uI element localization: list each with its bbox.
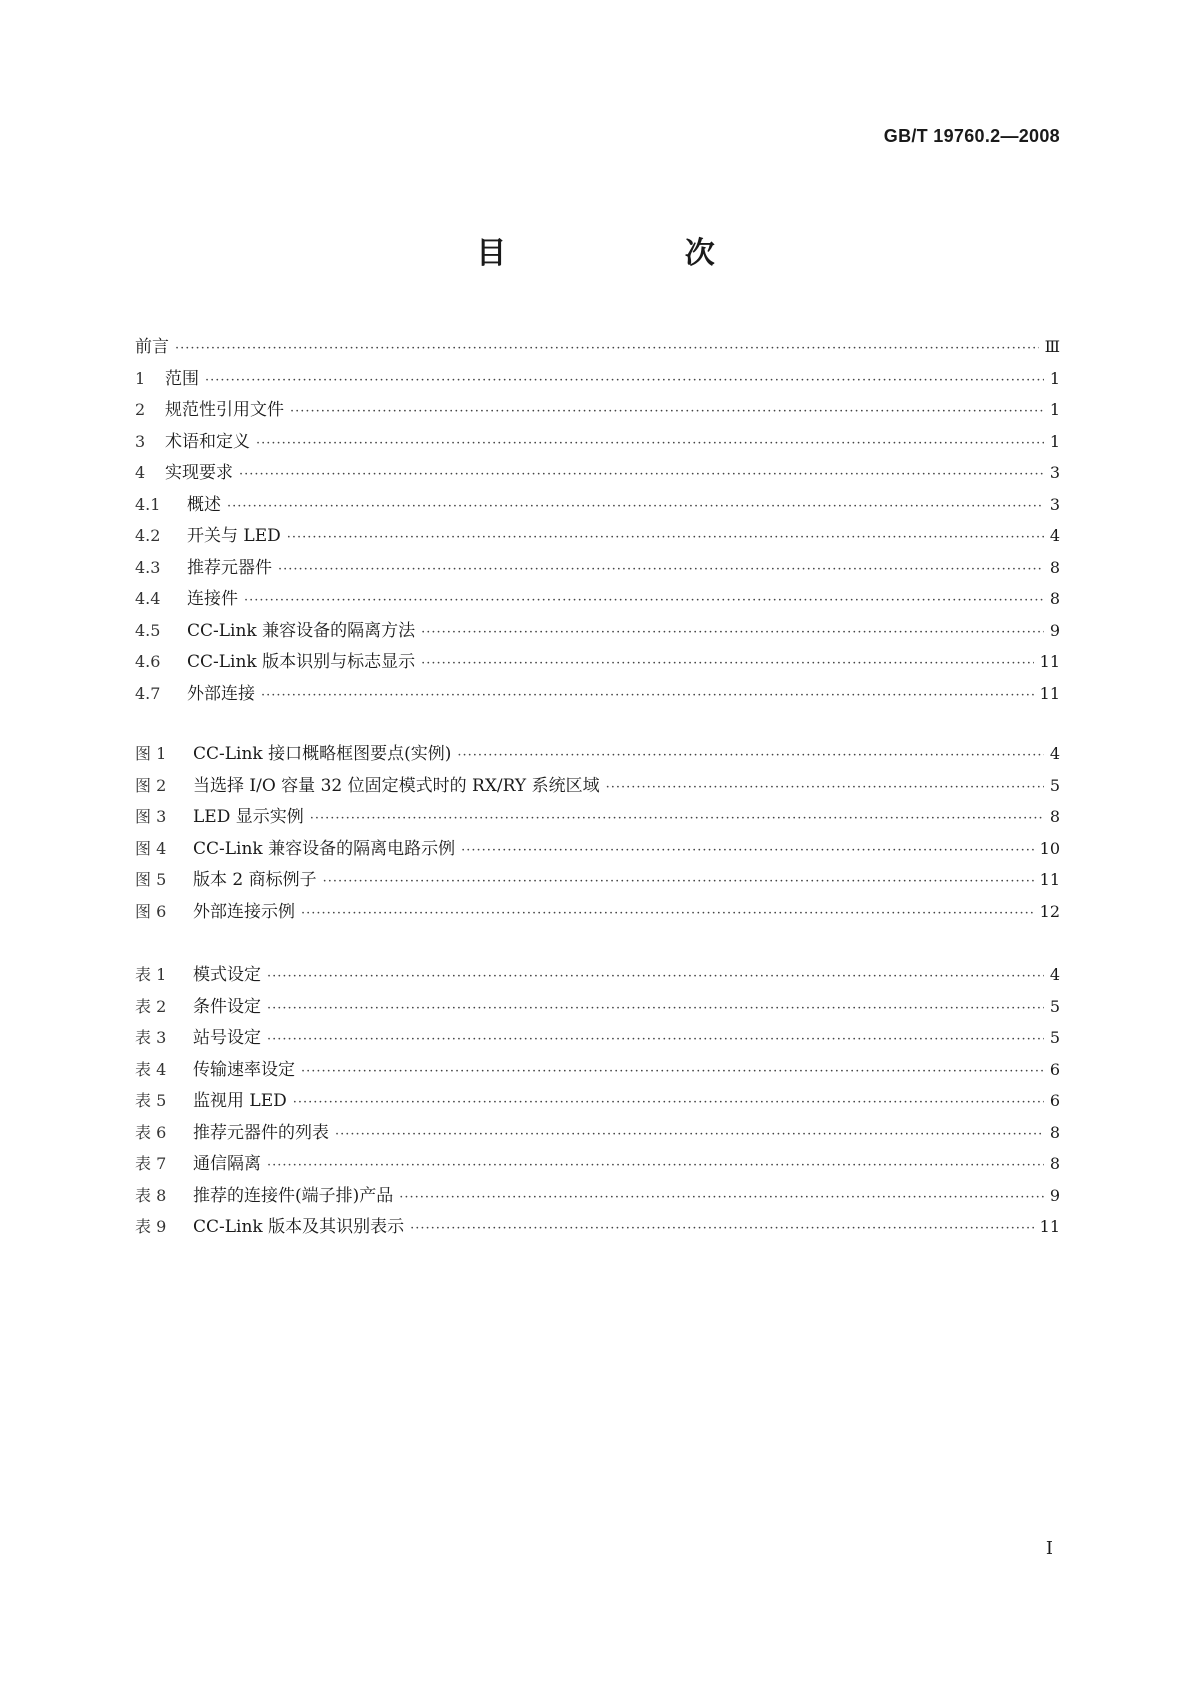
toc-entry-number: 4.2 bbox=[135, 526, 161, 545]
toc-entry-figure[interactable] bbox=[135, 864, 1060, 896]
toc-entry-section[interactable] bbox=[135, 394, 1060, 426]
toc-entry-number: 图 3 bbox=[135, 807, 167, 826]
toc-entry-page: 5 bbox=[1049, 1028, 1060, 1047]
leader-dots bbox=[239, 459, 1044, 491]
leader-dots bbox=[175, 333, 1039, 365]
toc-entry-figure[interactable] bbox=[135, 896, 1060, 928]
toc-entry-page: 3 bbox=[1049, 463, 1060, 482]
toc-entry-page: Ⅲ bbox=[1044, 337, 1060, 356]
toc-entry-title: 推荐元器件的列表 bbox=[193, 1122, 329, 1143]
toc-entry-section[interactable] bbox=[135, 363, 1060, 395]
toc-entry-page: 1 bbox=[1049, 400, 1060, 419]
toc-entry-figure[interactable] bbox=[135, 770, 1060, 802]
toc-entry-number: 图 5 bbox=[135, 870, 167, 889]
toc-entry-page: 9 bbox=[1049, 1185, 1060, 1205]
toc-entry-title: 版本 2 商标例子 bbox=[193, 870, 317, 890]
toc-entry-number: 图 6 bbox=[135, 901, 167, 921]
toc-entry-figure[interactable] bbox=[135, 833, 1060, 865]
toc-entry-section[interactable] bbox=[135, 426, 1060, 458]
toc-entry-page: 12 bbox=[1039, 901, 1060, 921]
leader-dots bbox=[205, 365, 1044, 397]
toc-entry-number: 3 bbox=[135, 431, 146, 451]
toc-entry-page: 1 bbox=[1049, 368, 1060, 388]
toc-entry-number: 4.6 bbox=[135, 652, 161, 671]
page-number: I bbox=[1045, 1538, 1053, 1559]
toc-entry-title: 推荐元器件 bbox=[187, 557, 272, 578]
leader-dots bbox=[335, 1119, 1044, 1151]
toc-entry-page: 3 bbox=[1049, 494, 1060, 514]
toc-entry-page: 4 bbox=[1049, 965, 1060, 984]
leader-dots bbox=[287, 522, 1044, 554]
toc-entry-title: 范围 bbox=[165, 368, 199, 389]
toc-entry-number: 表 7 bbox=[135, 1154, 167, 1173]
toc-entry-page: 11 bbox=[1039, 683, 1060, 703]
toc-sections bbox=[135, 331, 1060, 709]
toc-entry-page: 11 bbox=[1039, 652, 1060, 671]
toc-entry-number: 表 8 bbox=[135, 1185, 167, 1205]
toc-entry-page: 5 bbox=[1049, 996, 1060, 1016]
toc-entry-number: 表 6 bbox=[135, 1122, 167, 1142]
leader-dots bbox=[310, 803, 1044, 835]
leader-dots bbox=[301, 898, 1034, 930]
toc-entry-page: 5 bbox=[1049, 775, 1060, 795]
toc-entry-title: CC-Link 兼容设备的隔离方法 bbox=[187, 620, 416, 641]
toc-entry-table[interactable] bbox=[135, 959, 1060, 991]
toc-entry-title: 站号设定 bbox=[193, 1028, 261, 1048]
toc-entry-title: LED 显示实例 bbox=[193, 807, 304, 827]
toc-entry-section[interactable] bbox=[135, 520, 1060, 552]
toc-entry-table[interactable] bbox=[135, 1180, 1060, 1212]
leader-dots bbox=[323, 866, 1034, 898]
toc-entry-page: 9 bbox=[1049, 620, 1060, 640]
toc-entry-section[interactable] bbox=[135, 678, 1060, 710]
toc-entry-table[interactable] bbox=[135, 1117, 1060, 1149]
toc-entry-page: 11 bbox=[1039, 870, 1060, 889]
leader-dots bbox=[267, 1150, 1044, 1182]
toc-entry-page: 10 bbox=[1039, 838, 1060, 858]
toc-entry-section[interactable] bbox=[135, 583, 1060, 615]
toc-entry-title: CC-Link 接口概略框图要点(实例) bbox=[193, 744, 452, 764]
page-title: 目 次 bbox=[476, 236, 799, 271]
toc-entry-number: 4.7 bbox=[135, 683, 161, 703]
toc-entry-page: 1 bbox=[1049, 431, 1060, 451]
toc-entry-section[interactable] bbox=[135, 489, 1060, 521]
toc-entry-title: 模式设定 bbox=[193, 965, 261, 985]
leader-dots bbox=[421, 648, 1034, 680]
toc-figures bbox=[135, 738, 1060, 927]
toc-entry-foreword[interactable] bbox=[135, 331, 1060, 363]
toc-entry-title: 连接件 bbox=[187, 589, 238, 609]
leader-dots bbox=[421, 617, 1044, 649]
leader-dots bbox=[301, 1056, 1044, 1088]
toc-entry-page: 11 bbox=[1039, 1217, 1060, 1236]
leader-dots bbox=[399, 1182, 1044, 1214]
leader-dots bbox=[457, 740, 1043, 772]
toc-entry-page: 4 bbox=[1049, 744, 1060, 763]
leader-dots bbox=[290, 396, 1044, 428]
toc-entry-number: 表 4 bbox=[135, 1059, 167, 1079]
toc-tables bbox=[135, 959, 1060, 1243]
toc-entry-title: 概述 bbox=[187, 494, 221, 515]
leader-dots bbox=[461, 835, 1034, 867]
toc-entry-page: 8 bbox=[1049, 557, 1060, 577]
toc-entry-title: CC-Link 兼容设备的隔离电路示例 bbox=[193, 838, 456, 859]
toc-entry-title: 前言 bbox=[135, 337, 169, 357]
toc-entry-number: 4.4 bbox=[135, 589, 161, 608]
toc-entry-table[interactable] bbox=[135, 991, 1060, 1023]
toc-entry-number: 表 3 bbox=[135, 1028, 167, 1047]
toc-entry-section[interactable] bbox=[135, 457, 1060, 489]
toc-entry-title: 外部连接 bbox=[187, 683, 255, 704]
toc-entry-number: 2 bbox=[135, 400, 146, 419]
leader-dots bbox=[227, 491, 1044, 523]
toc-entry-number: 4.3 bbox=[135, 557, 161, 577]
toc-entry-page: 6 bbox=[1049, 1059, 1060, 1079]
toc-entry-table[interactable] bbox=[135, 1211, 1060, 1243]
toc-entry-table[interactable] bbox=[135, 1054, 1060, 1086]
toc-entry-page: 4 bbox=[1049, 526, 1060, 545]
toc-entry-title: 外部连接示例 bbox=[193, 901, 295, 922]
toc-entry-number: 表 9 bbox=[135, 1217, 167, 1236]
toc-entry-number: 4.1 bbox=[135, 494, 161, 514]
toc-entry-title: CC-Link 版本识别与标志显示 bbox=[187, 652, 416, 672]
toc-entry-title: 实现要求 bbox=[165, 463, 233, 483]
toc-entry-number: 图 4 bbox=[135, 838, 167, 858]
toc-entry-section[interactable] bbox=[135, 552, 1060, 584]
toc-entry-number: 图 1 bbox=[135, 744, 167, 763]
toc-entry-table[interactable] bbox=[135, 1085, 1060, 1117]
toc-entry-number: 表 2 bbox=[135, 996, 167, 1016]
toc-entry-page: 6 bbox=[1049, 1091, 1060, 1110]
toc-entry-figure[interactable] bbox=[135, 801, 1060, 833]
toc-entry-table[interactable] bbox=[135, 1022, 1060, 1054]
toc-entry-page: 8 bbox=[1049, 807, 1060, 826]
toc-entry-title: CC-Link 版本及其识别表示 bbox=[193, 1217, 405, 1237]
toc-entry-page: 8 bbox=[1049, 1122, 1060, 1142]
toc-entry-title: 规范性引用文件 bbox=[165, 400, 284, 420]
leader-dots bbox=[267, 993, 1044, 1025]
toc-entry-page: 8 bbox=[1049, 589, 1060, 608]
toc-entry-table[interactable] bbox=[135, 1148, 1060, 1180]
toc-entry-title: 术语和定义 bbox=[165, 431, 250, 452]
toc-entry-figure[interactable] bbox=[135, 738, 1060, 770]
toc-entry-number: 图 2 bbox=[135, 775, 167, 795]
toc-entry-number: 表 5 bbox=[135, 1091, 167, 1110]
toc-entry-title: 当选择 I/O 容量 32 位固定模式时的 RX/RY 系统区域 bbox=[193, 775, 600, 796]
toc-entry-title: 监视用 LED bbox=[193, 1091, 287, 1111]
leader-dots bbox=[256, 428, 1044, 460]
toc-entry-title: 传输速率设定 bbox=[193, 1059, 295, 1080]
toc-entry-page: 8 bbox=[1049, 1154, 1060, 1173]
leader-dots bbox=[293, 1087, 1044, 1119]
leader-dots bbox=[267, 1024, 1044, 1056]
leader-dots bbox=[606, 772, 1044, 804]
leader-dots bbox=[261, 680, 1034, 712]
toc-entry-section[interactable] bbox=[135, 615, 1060, 647]
toc-entry-title: 通信隔离 bbox=[193, 1154, 261, 1174]
toc-entry-number: 表 1 bbox=[135, 965, 167, 984]
leader-dots bbox=[278, 554, 1044, 586]
toc-entry-number: 4 bbox=[135, 463, 146, 482]
toc-entry-number: 4.5 bbox=[135, 620, 161, 640]
leader-dots bbox=[267, 961, 1044, 993]
toc-entry-title: 推荐的连接件(端子排)产品 bbox=[193, 1185, 394, 1206]
toc-entry-number: 1 bbox=[135, 368, 146, 388]
leader-dots bbox=[244, 585, 1044, 617]
toc-entry-section[interactable] bbox=[135, 646, 1060, 678]
toc-entry-title: 开关与 LED bbox=[187, 526, 281, 546]
leader-dots bbox=[410, 1213, 1034, 1245]
toc-entry-title: 条件设定 bbox=[193, 996, 261, 1017]
standard-number: GB/T 19760.2—2008 bbox=[883, 126, 1060, 146]
